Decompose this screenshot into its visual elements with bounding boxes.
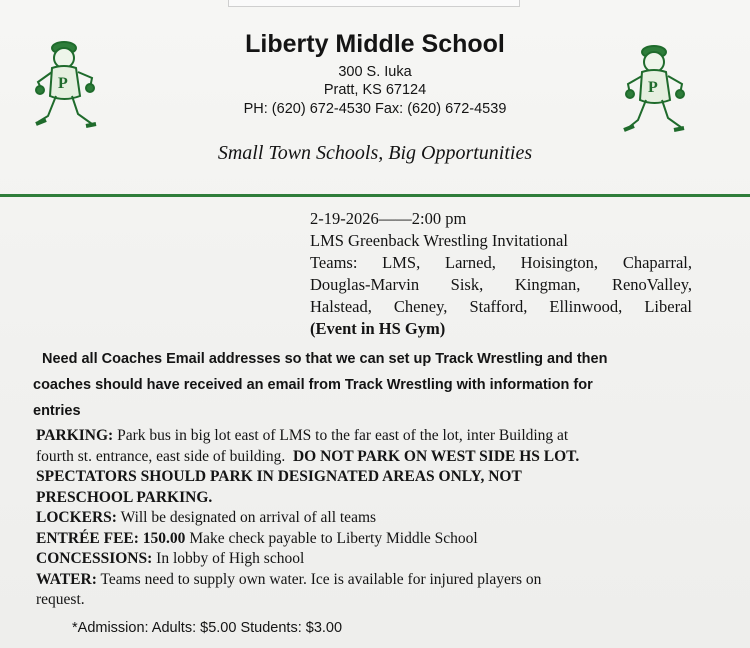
school-name: Liberty Middle School [245, 30, 505, 58]
parking-label: PARKING: [36, 427, 114, 444]
teams-line-2: Douglas-Marvin Sisk, Kingman, RenoValley, [310, 275, 692, 294]
header-divider [0, 194, 750, 197]
spectators-line-2: PRESCHOOL PARKING. [36, 488, 213, 506]
water-label: WATER: [36, 570, 97, 588]
admission-prices: *Admission: Adults: $5.00 Students: $3.00 [72, 620, 343, 636]
teams-line-3: Halstead, Cheney, Stafford, Ellinwood, Liberal [310, 297, 692, 316]
parking-line-2 [36, 447, 696, 468]
paper-edge [228, 0, 520, 7]
svg-text:P: P [648, 79, 658, 96]
lockers-text: Will be designated on arrival of all teams [116, 509, 377, 526]
water-line-1 [36, 570, 696, 591]
concessions-line [36, 549, 696, 570]
entree-fee-label: ENTRÉE FEE: 150.00 [36, 529, 186, 547]
parking-warning: DO NOT PARK ON WEST SIDE HS LOT. [292, 447, 580, 465]
water-line-2: request. [36, 591, 85, 608]
spectators-line-1: SPECTATORS SHOULD PARK IN DESIGNATED AREAS ONLY, NOT [36, 468, 522, 485]
phone-fax-line: PH: (620) 672-4530 Fax: (620) 672-4539 [243, 101, 507, 117]
event-name: LMS Greenback Wrestling Invitational [310, 231, 568, 250]
teams-line-1: Teams: LMS, Larned, Hoisington, Chaparral, [310, 253, 692, 272]
concessions-label: CONCESSIONS: [36, 550, 153, 567]
notice-line-1: Need all Coaches Email addresses so that we can set up Track Wrestling and then [42, 351, 608, 367]
svg-text:P: P [58, 75, 68, 92]
coach-email-notice [33, 346, 683, 424]
lockers-line [36, 508, 696, 529]
entree-fee-text: Make check payable to Liberty Middle School [185, 529, 478, 547]
parking-text-2: fourth st. entrance, east side of building. [36, 447, 286, 465]
event-date-time: 2-19-2026——2:00 pm [310, 209, 467, 228]
address-line-2: Pratt, KS 67124 [323, 82, 427, 98]
water-text: Teams need to supply own water. Ice is available for injured players on [96, 570, 542, 588]
parking-line-1 [36, 426, 696, 447]
event-details [310, 208, 692, 340]
entree-fee-line [36, 529, 696, 550]
address-line-1: 300 S. Iuka [338, 64, 412, 80]
school-motto: Small Town Schools, Big Opportunities [217, 142, 533, 164]
concessions-text: In lobby of High school [152, 550, 305, 567]
event-info [36, 426, 696, 611]
notice-line-2: coaches should have received an email from Track Wrestling with information for [33, 377, 593, 393]
parking-text: Park bus in big lot east of LMS to the far east of the lot, inter Building at [113, 427, 569, 444]
notice-line-3: entries [33, 403, 81, 419]
event-location: (Event in HS Gym) [310, 319, 446, 338]
lockers-label: LOCKERS: [36, 509, 117, 526]
